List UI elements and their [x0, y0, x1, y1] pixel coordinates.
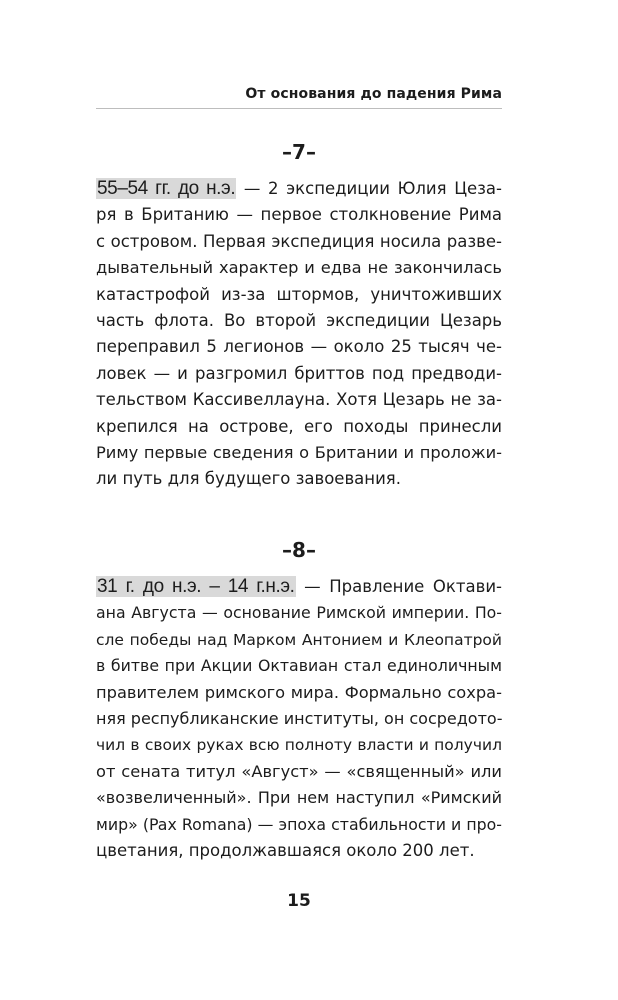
entry-line: крепился на острове, его походы принесли: [96, 416, 502, 436]
entry-text: — 2 экспедиции Юлия Цеза-: [236, 179, 503, 198]
entry-line: дывательный характер и едва не закончилась: [96, 258, 502, 278]
entry-7: [96, 176, 502, 493]
entry-line: с островом. Первая экспедиция носила разве-: [96, 231, 502, 251]
date-tag: 31 г. до н.э. – 14 г.н.э.: [97, 576, 295, 597]
entry-line: правителем римского мира. Формально сохра-: [96, 682, 502, 702]
entry-line: мир» (Pax Romana) — эпоха стабильности и про-: [96, 814, 502, 834]
entry-line: в битве при Акции Октавиан стал единоличным: [96, 656, 502, 676]
date-tag: 55–54 гг. до н.э.: [97, 178, 236, 199]
entry-line: от сената титул «Август» — «священный» или: [96, 761, 502, 781]
header-rule: [96, 108, 502, 109]
entry-line: переправил 5 легионов — около 25 тысяч че-: [96, 337, 502, 357]
section-number-7: –7–: [282, 140, 316, 164]
entry-line: няя республиканские институты, он сосредото-: [96, 708, 503, 728]
entry-first-line: [96, 176, 502, 202]
entry-line: ана Августа — основание Римской империи. По-: [96, 603, 502, 623]
entry-text: — Правление Октави-: [295, 577, 502, 596]
entry-last-line: цветания, продолжавшаяся около 200 лет.: [96, 840, 475, 860]
page-number: 15: [287, 891, 311, 911]
entry-8: [96, 574, 502, 864]
entry-line: катастрофой из-за штормов, уничтоживших: [96, 284, 502, 304]
entry-last-line: ли путь для будущего завоевания.: [96, 469, 401, 489]
entry-line: тельством Кассивеллауна. Хотя Цезарь не за-: [96, 390, 502, 410]
section-number-8: –8–: [282, 538, 316, 562]
entry-line: ловек — и разгромил бриттов под предводи-: [96, 363, 502, 383]
entry-first-line: [96, 574, 502, 600]
entry-line: чил в своих руках всю полноту власти и получил: [96, 736, 502, 755]
entry-line: Риму первые сведения о Британии и проложи-: [96, 442, 502, 462]
entry-line: сле победы над Марком Антонием и Клеопатрой: [96, 630, 502, 649]
entry-line: часть флота. Во второй экспедиции Цезарь: [96, 310, 502, 330]
entry-line: «возвеличенный». При нем наступил «Римский: [96, 788, 502, 808]
running-head-title: От основания до падения Рима: [245, 86, 502, 102]
entry-line: ря в Британию — первое столкновение Рима: [96, 205, 502, 225]
